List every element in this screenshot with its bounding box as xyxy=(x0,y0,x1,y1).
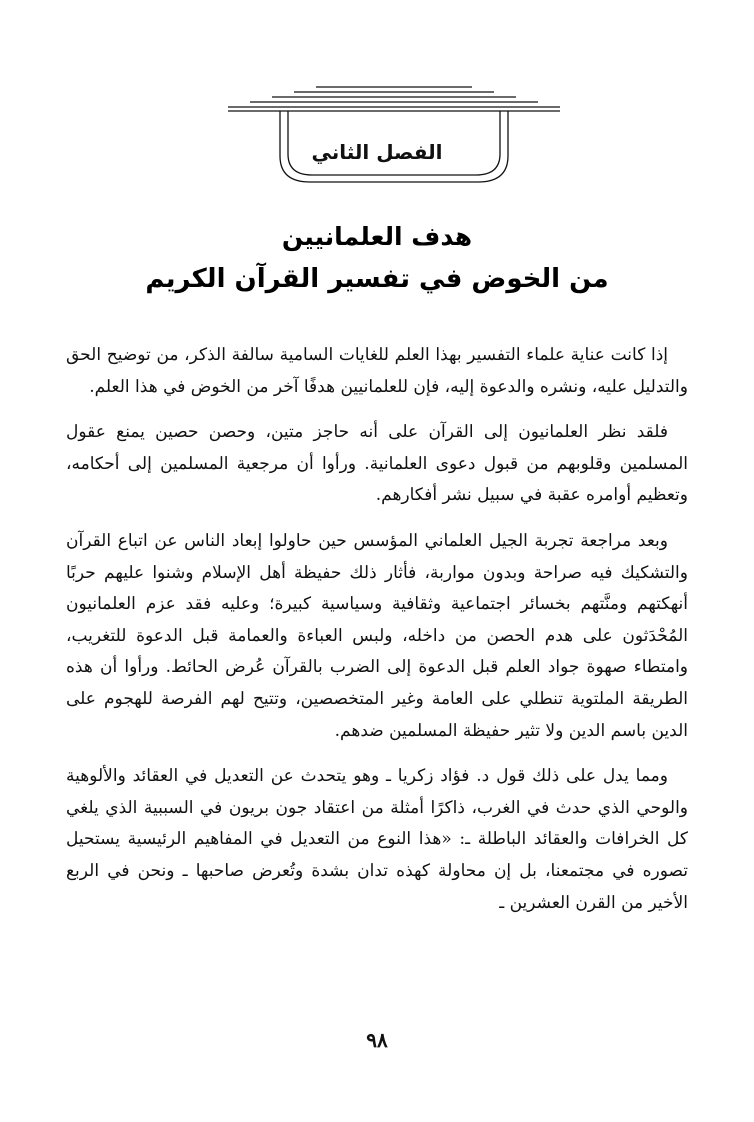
paragraph: فلقد نظر العلمانيون إلى القرآن على أنه حاجز متين، وحصن حصين يمنع عقول المسلمين وقلوبهم من قبول دعوى العلمانية. ورأوا أن مرجعية المسلمين إلى أحكامه، وتعظيم أوامره عقبة في سبيل نشر أفكارهم. xyxy=(66,422,688,506)
section-subtitle: من الخوض في تفسير القرآن الكريم xyxy=(145,264,609,294)
paragraph: وبعد مراجعة تجربة الجيل العلماني المؤسس حين حاولوا إبعاد الناس عن اتباع القرآن والتشكيك فيه صراحة وبدون مواربة، فأثار ذلك حفيظة أهل الإسلام وشنوا عليهم حربًا أنهكتهم ومنَّتهم بخسائر اجتماعية وثقافية وسياسية كبيرة؛ وعليه فقد عزم العلمانيون المُحْدَثون على هدم الحصن من داخله، ولبس العباءة والعمامة قبل الدعوة للتغريب، وامتطاء صهوة جواد العلم قبل الدعوة إلى الضرب بالقرآن عُرض الحائط. ورأوا أن هذه الطريقة الملتوية تنطلي على العامة وغير المتخصصين، وتتيح لهم الفرصة للهجوم على الدين باسم الدين ولا تثير حفيظة المسلمين ضدهم. xyxy=(66,530,688,741)
chapter-header-ornament xyxy=(228,82,560,192)
section-title: هدف العلمانيين xyxy=(281,222,473,251)
page-number: ٩٨ xyxy=(366,1028,388,1052)
body-text xyxy=(66,340,688,933)
paragraph: إذا كانت عناية علماء التفسير بهذا العلم للغايات السامية سالفة الذكر، من توضيح الحق والتدليل عليه، ونشره والدعوة إليه، فإن للعلمانيين هدفًا آخر من الخوض في هذا العلم. xyxy=(66,345,688,397)
chapter-label: الفصل الثاني xyxy=(311,140,443,164)
paragraph: ومما يدل على ذلك قول د. فؤاد زكريا ـ وهو يتحدث عن التعديل في العقائد والألوهية والوحي الذي حدث في الغرب، ذاكرًا أمثلة من اعتقاد جون بريون في السببية الذي يلغي كل الخرافات والعقائد الباطلة ـ: «هذا النوع من التعديل في المفاهيم الرئيسية يستحيل تصوره في مجتمعنا، بل إن محاولة كهذه تدان بشدة وتُعرض صاحبها ـ ونحن في الربع الأخير من القرن العشرين ـ xyxy=(66,766,688,913)
